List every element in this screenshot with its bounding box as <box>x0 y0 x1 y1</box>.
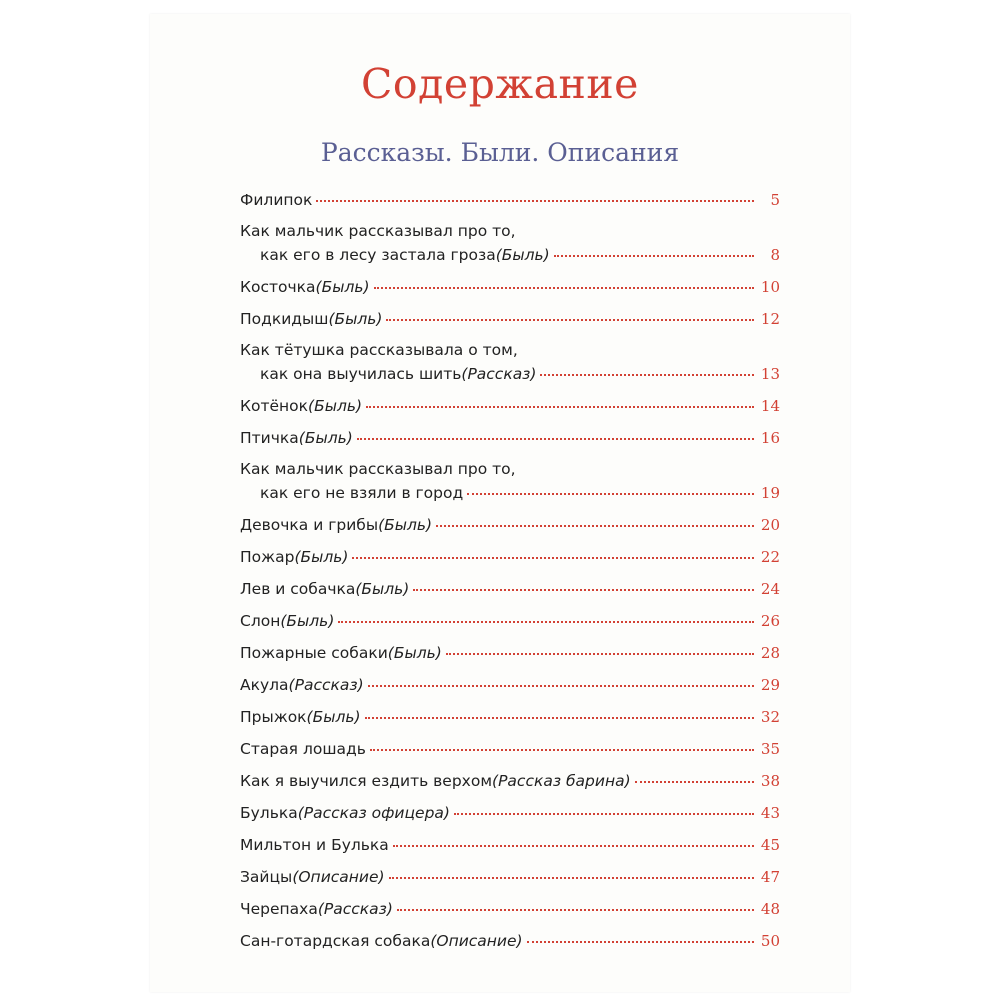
dot-leader <box>374 287 754 289</box>
toc-entry-note: (Быль) <box>298 429 353 447</box>
toc-entry[interactable] <box>240 509 780 541</box>
toc-entry-page-number: 35 <box>760 740 780 758</box>
toc-entry-note: (Быль) <box>495 246 550 264</box>
toc-entry[interactable] <box>240 454 780 509</box>
toc-entry[interactable] <box>240 701 780 733</box>
toc-entry[interactable] <box>240 573 780 605</box>
table-of-contents <box>240 184 780 957</box>
dot-leader <box>316 200 754 202</box>
toc-entry-title: Как я выучился ездить верхом <box>240 772 493 790</box>
dot-leader <box>352 557 754 559</box>
toc-entry[interactable] <box>240 335 780 390</box>
toc-entry-note: (Быль) <box>315 278 370 296</box>
toc-entry-first-line: Как мальчик рассказывал про то, <box>240 222 516 240</box>
toc-entry-page-number: 14 <box>760 397 780 415</box>
toc-entry[interactable] <box>240 829 780 861</box>
toc-entry[interactable] <box>240 765 780 797</box>
dot-leader <box>413 589 754 591</box>
page-title: Содержание <box>361 60 639 108</box>
toc-entry-page-number: 45 <box>760 836 780 854</box>
toc-entry-line <box>240 390 780 422</box>
toc-entry-note: (Быль) <box>294 548 349 566</box>
toc-entry-note: (Описание) <box>430 932 523 950</box>
toc-entry-title: как его не взяли в город <box>260 484 464 502</box>
toc-entry-title: Лев и собачка <box>240 580 356 598</box>
toc-entry-note: (Описание) <box>292 868 385 886</box>
toc-entry[interactable] <box>240 541 780 573</box>
dot-leader <box>357 438 754 440</box>
toc-entry[interactable] <box>240 184 780 216</box>
toc-entry-note: (Быль) <box>387 644 442 662</box>
toc-entry-page-number: 13 <box>760 365 780 383</box>
toc-entry-page-number: 22 <box>760 548 780 566</box>
toc-entry-line <box>240 765 780 797</box>
toc-entry[interactable] <box>240 390 780 422</box>
toc-entry-title: Девочка и грибы <box>240 516 379 534</box>
dot-leader <box>635 781 754 783</box>
toc-entry-page-number: 19 <box>760 484 780 502</box>
toc-entry-note: (Быль) <box>280 612 335 630</box>
toc-entry-note: (Рассказ) <box>288 676 364 694</box>
toc-entry-page-number: 24 <box>760 580 780 598</box>
toc-entry-title: Зайцы <box>240 868 293 886</box>
toc-entry-title: Булька <box>240 804 298 822</box>
toc-entry-page-number: 16 <box>760 429 780 447</box>
toc-entry-line <box>240 861 780 893</box>
toc-entry-title: Птичка <box>240 429 299 447</box>
toc-entry-title: как она выучилась шить <box>260 365 462 383</box>
toc-entry-line <box>240 573 780 605</box>
toc-entry-title: Сан-готардская собака <box>240 932 431 950</box>
toc-entry-line <box>240 797 780 829</box>
toc-entry-note: (Рассказ) <box>461 365 537 383</box>
toc-entry-page-number: 32 <box>760 708 780 726</box>
toc-entry-line <box>240 422 780 454</box>
dot-leader <box>389 877 754 879</box>
toc-entry-line <box>240 925 780 957</box>
toc-entry-title: Котёнок <box>240 397 309 415</box>
toc-entry[interactable] <box>240 925 780 957</box>
dot-leader <box>554 255 754 257</box>
dot-leader <box>467 493 754 495</box>
toc-entry-title: Подкидыш <box>240 310 329 328</box>
toc-entry-line <box>240 479 780 509</box>
toc-entry-line <box>240 733 780 765</box>
toc-entry-page-number: 8 <box>770 246 780 264</box>
dot-leader <box>366 406 754 408</box>
dot-leader <box>454 813 754 815</box>
toc-entry-first-line: Как мальчик рассказывал про то, <box>240 460 516 478</box>
toc-entry-note: (Рассказ) <box>317 900 393 918</box>
toc-entry-line <box>240 241 780 271</box>
toc-entry[interactable] <box>240 422 780 454</box>
toc-entry-note: (Рассказ офицера) <box>297 804 450 822</box>
dot-leader <box>540 374 754 376</box>
dot-leader <box>368 685 754 687</box>
book-page <box>150 14 850 992</box>
toc-entry-line <box>240 637 780 669</box>
toc-entry-line <box>240 303 780 335</box>
toc-entry-line <box>240 541 780 573</box>
toc-entry[interactable] <box>240 303 780 335</box>
toc-entry-title: Прыжок <box>240 708 307 726</box>
toc-entry-page-number: 43 <box>760 804 780 822</box>
toc-entry-page-number: 26 <box>760 612 780 630</box>
toc-entry-page-number: 47 <box>760 868 780 886</box>
dot-leader <box>527 941 754 943</box>
toc-entry-line <box>240 605 780 637</box>
toc-entry-title: Слон <box>240 612 281 630</box>
toc-entry[interactable] <box>240 637 780 669</box>
toc-entry-page-number: 29 <box>760 676 780 694</box>
toc-entry-title: Черепаха <box>240 900 318 918</box>
toc-entry-line <box>240 701 780 733</box>
toc-entry[interactable] <box>240 861 780 893</box>
toc-entry-page-number: 50 <box>760 932 780 950</box>
toc-entry-line <box>240 509 780 541</box>
toc-entry-title: Пожар <box>240 548 295 566</box>
toc-entry-line <box>240 360 780 390</box>
section-subtitle: Рассказы. Были. Описания <box>320 138 680 167</box>
toc-entry-note: (Быль) <box>306 708 361 726</box>
dot-leader <box>446 653 754 655</box>
toc-entry-title: Акула <box>240 676 289 694</box>
toc-entry-page-number: 38 <box>760 772 780 790</box>
dot-leader <box>370 749 754 751</box>
toc-entry-page-number: 48 <box>760 900 780 918</box>
toc-entry-page-number: 20 <box>760 516 780 534</box>
toc-entry-note: (Быль) <box>355 580 410 598</box>
toc-entry-line <box>240 271 780 303</box>
dot-leader <box>397 909 754 911</box>
toc-entry-line <box>240 829 780 861</box>
toc-entry-title: Старая лошадь <box>240 740 366 758</box>
toc-entry-page-number: 10 <box>760 278 780 296</box>
toc-entry-line <box>240 184 780 216</box>
dot-leader <box>365 717 754 719</box>
toc-entry[interactable] <box>240 271 780 303</box>
dot-leader <box>386 319 754 321</box>
toc-entry[interactable] <box>240 605 780 637</box>
toc-entry-page-number: 5 <box>770 191 780 209</box>
toc-entry-line <box>240 669 780 701</box>
toc-entry-first-line: Как тётушка рассказывала о том, <box>240 341 518 359</box>
toc-entry-page-number: 12 <box>760 310 780 328</box>
toc-entry[interactable] <box>240 797 780 829</box>
toc-entry-note: (Быль) <box>378 516 433 534</box>
toc-entry-note: (Рассказ барина) <box>492 772 631 790</box>
dot-leader <box>338 621 754 623</box>
toc-entry[interactable] <box>240 733 780 765</box>
toc-entry[interactable] <box>240 893 780 925</box>
toc-entry-title: Мильтон и Булька <box>240 836 389 854</box>
toc-entry-note: (Быль) <box>308 397 363 415</box>
toc-entry-title: Филипок <box>240 191 313 209</box>
toc-entry-page-number: 28 <box>760 644 780 662</box>
toc-entry[interactable] <box>240 669 780 701</box>
toc-entry-line <box>240 893 780 925</box>
toc-entry-title: Косточка <box>240 278 316 296</box>
dot-leader <box>436 525 754 527</box>
toc-entry-title: как его в лесу застала гроза <box>260 246 496 264</box>
toc-entry-title: Пожарные собаки <box>240 644 388 662</box>
dot-leader <box>393 845 754 847</box>
toc-entry[interactable] <box>240 216 780 271</box>
toc-entry-note: (Быль) <box>328 310 383 328</box>
